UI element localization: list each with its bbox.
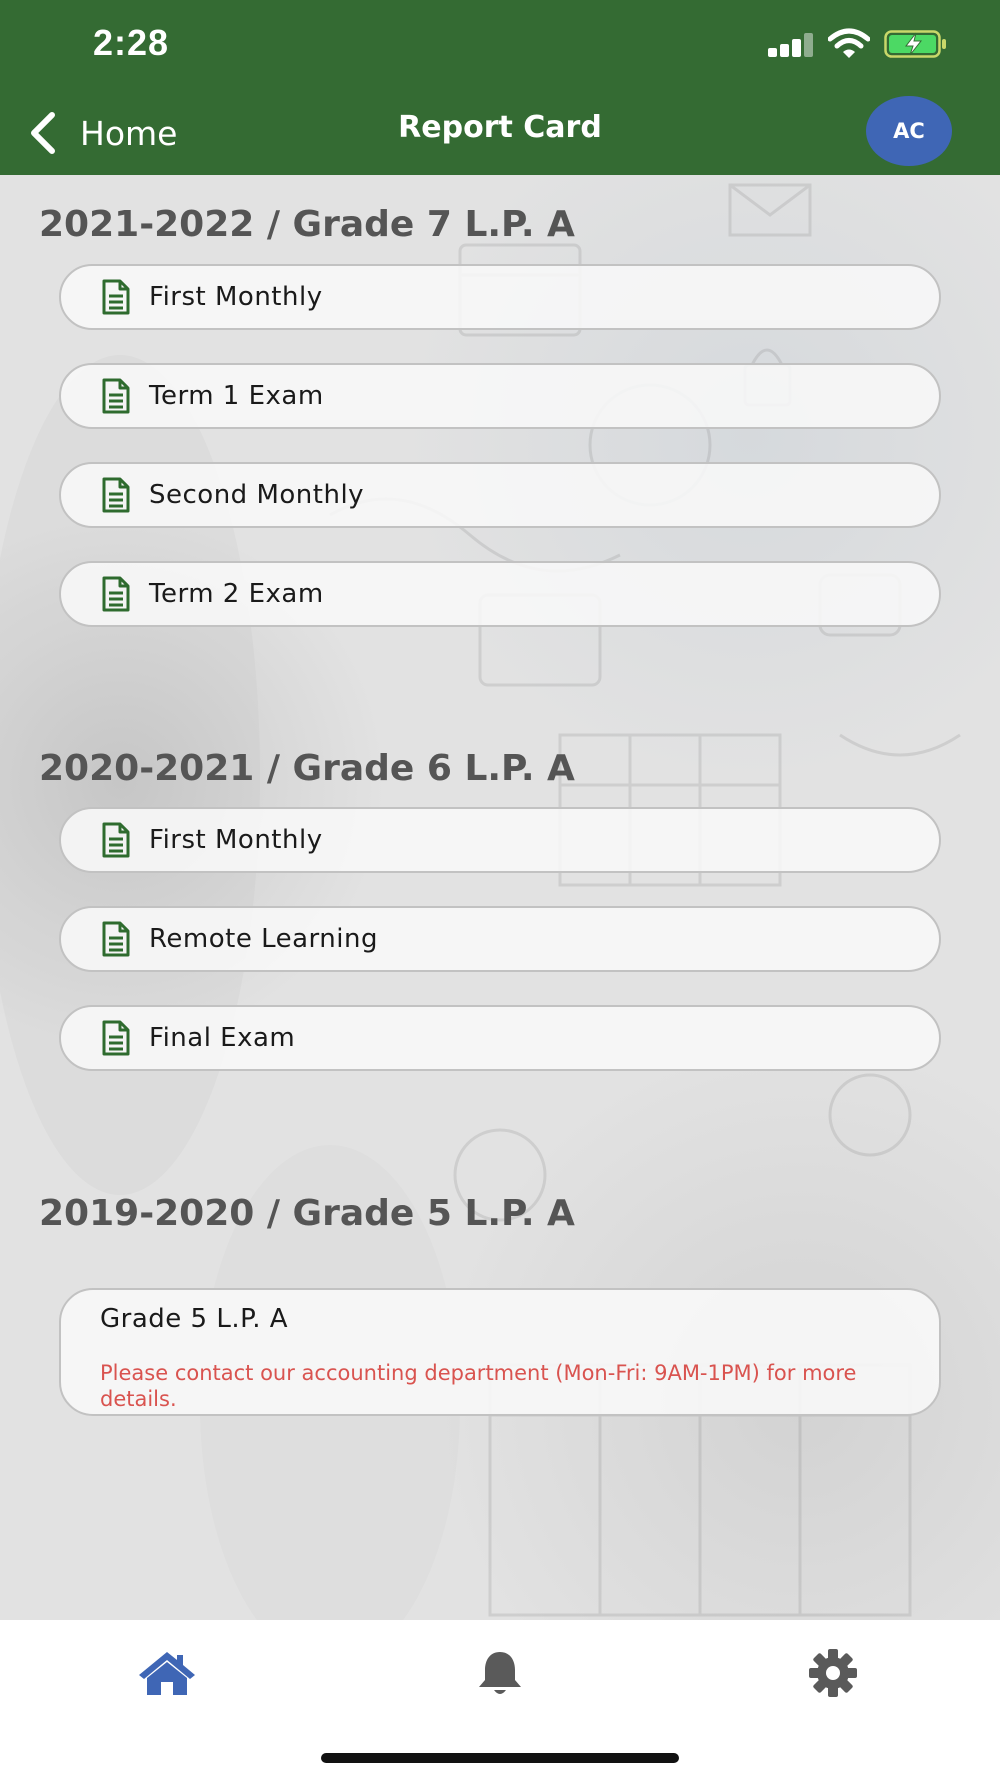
report-item-label: First Monthly bbox=[149, 282, 323, 312]
report-item-label: Term 1 Exam bbox=[149, 381, 324, 411]
report-card-list bbox=[0, 175, 1000, 1620]
document-icon bbox=[101, 822, 131, 858]
document-icon bbox=[101, 1020, 131, 1056]
document-icon bbox=[101, 477, 131, 513]
page-title: Report Card bbox=[398, 110, 602, 145]
report-notice-card bbox=[59, 1288, 941, 1416]
report-item-label: First Monthly bbox=[149, 825, 323, 855]
document-icon bbox=[101, 576, 131, 612]
gear-icon[interactable] bbox=[803, 1648, 863, 1698]
wifi-icon bbox=[828, 28, 870, 60]
notice-title: Grade 5 L.P. A bbox=[100, 1304, 289, 1334]
report-item-label: Final Exam bbox=[149, 1023, 296, 1053]
report-item-label: Term 2 Exam bbox=[149, 579, 324, 609]
document-icon bbox=[101, 921, 131, 957]
report-item-second-monthly[interactable] bbox=[59, 462, 941, 528]
notice-message: Please contact our accounting department (Mon-Fri: 9AM-1PM) for more details. bbox=[100, 1361, 857, 1411]
home-icon[interactable] bbox=[137, 1648, 197, 1698]
home-indicator bbox=[321, 1753, 679, 1763]
report-item-final-exam[interactable] bbox=[59, 1005, 941, 1071]
top-bar bbox=[0, 0, 1000, 175]
report-item-remote-learning[interactable] bbox=[59, 906, 941, 972]
avatar[interactable]: AC bbox=[866, 96, 952, 166]
section-title-2020-2021: 2020-2021 / Grade 6 L.P. A bbox=[39, 748, 575, 789]
back-label: Home bbox=[80, 113, 178, 153]
status-time: 2:28 bbox=[93, 22, 170, 63]
document-icon bbox=[101, 279, 131, 315]
report-item-label: Remote Learning bbox=[149, 924, 378, 954]
report-item-first-monthly[interactable] bbox=[59, 807, 941, 873]
report-item-first-monthly[interactable] bbox=[59, 264, 941, 330]
report-item-label: Second Monthly bbox=[149, 480, 365, 510]
section-title-2021-2022: 2021-2022 / Grade 7 L.P. A bbox=[39, 204, 575, 245]
section-title-2019-2020: 2019-2020 / Grade 5 L.P. A bbox=[39, 1193, 575, 1234]
bottom-tab-bar bbox=[0, 1620, 1000, 1778]
bell-icon[interactable] bbox=[470, 1648, 530, 1698]
report-item-term-1-exam[interactable] bbox=[59, 363, 941, 429]
report-item-term-2-exam[interactable] bbox=[59, 561, 941, 627]
battery-charging-icon bbox=[884, 30, 948, 58]
document-icon bbox=[101, 378, 131, 414]
cellular-signal-icon bbox=[768, 33, 814, 57]
